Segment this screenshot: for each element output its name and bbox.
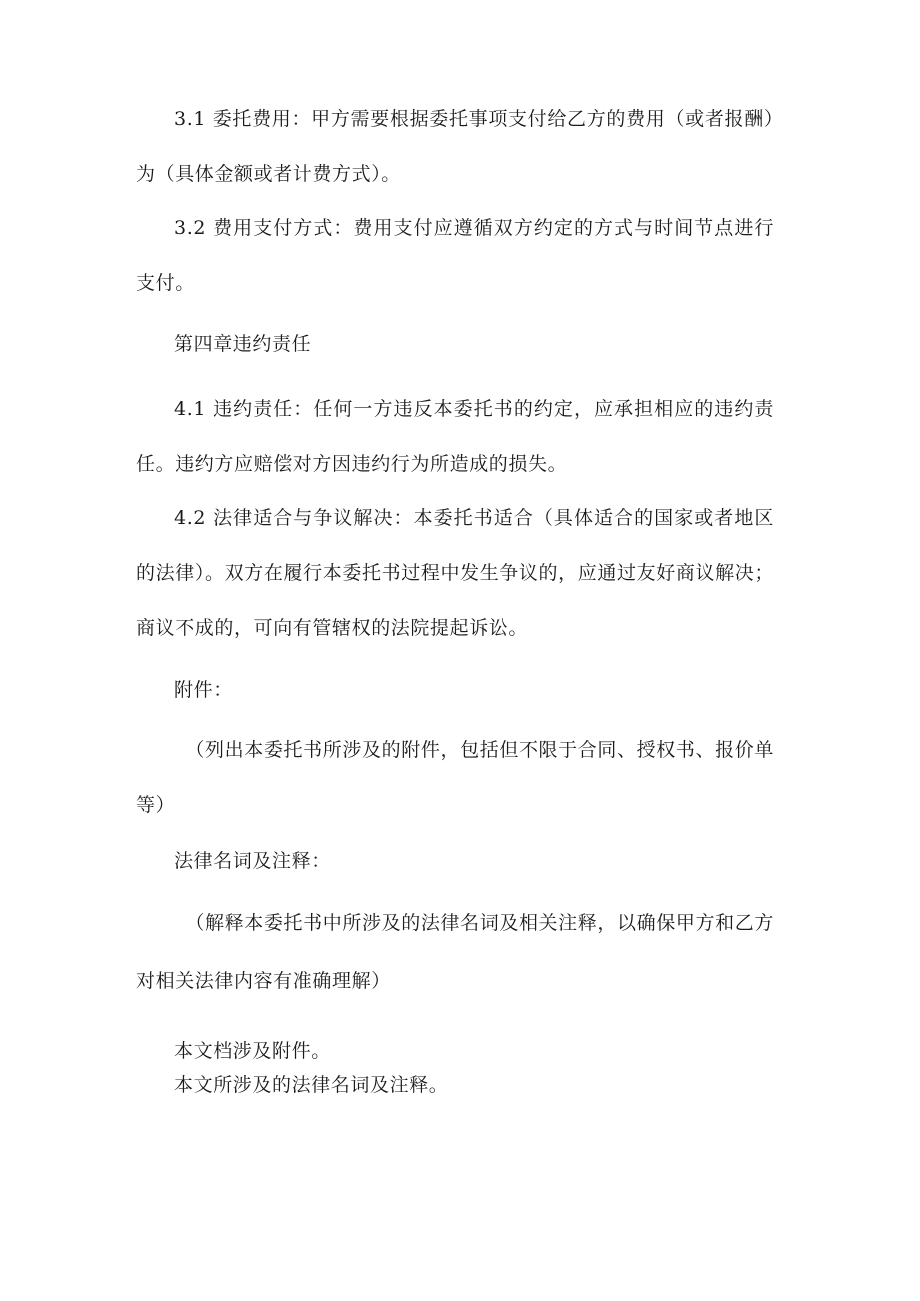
paragraph-4-2: 4.2 法律适合与争议解决：本委托书适合（具体适合的国家或者地区的法律）。双方在履行本委托书过程中发生争议的，应通过友好商议解决；商议不成的，可向有管辖权的法院提起诉讼。 — [136, 507, 774, 639]
paragraph-4-1: 4.1 违约责任：任何一方违反本委托书的约定，应承担相应的违约责任。违约方应赔偿对方因违约行为所造成的损失。 — [136, 398, 774, 475]
attachments-note: （列出本委托书所涉及的附件，包括但不限于合同、授权书、报价单等） — [136, 739, 774, 816]
footer-line-legal-terms: 本文所涉及的法律名词及注释。 — [174, 1074, 449, 1096]
footer-line-attachments: 本文档涉及附件。 — [174, 1040, 331, 1062]
legal-terms-heading: 法律名词及注释： — [174, 850, 331, 872]
attachments-heading: 附件： — [174, 679, 233, 701]
chapter-heading-4: 第四章违约责任 — [174, 333, 312, 355]
paragraph-3-1: 3.1 委托费用：甲方需要根据委托事项支付给乙方的费用（或者报酬）为（具体金额或者计费方式）。 — [136, 108, 774, 185]
legal-terms-note: （解释本委托书中所涉及的法律名词及相关注释，以确保甲方和乙方对相关法律内容有准确理解） — [136, 912, 774, 992]
paragraph-3-2: 3.2 费用支付方式：费用支付应遵循双方约定的方式与时间节点进行支付。 — [136, 217, 774, 294]
